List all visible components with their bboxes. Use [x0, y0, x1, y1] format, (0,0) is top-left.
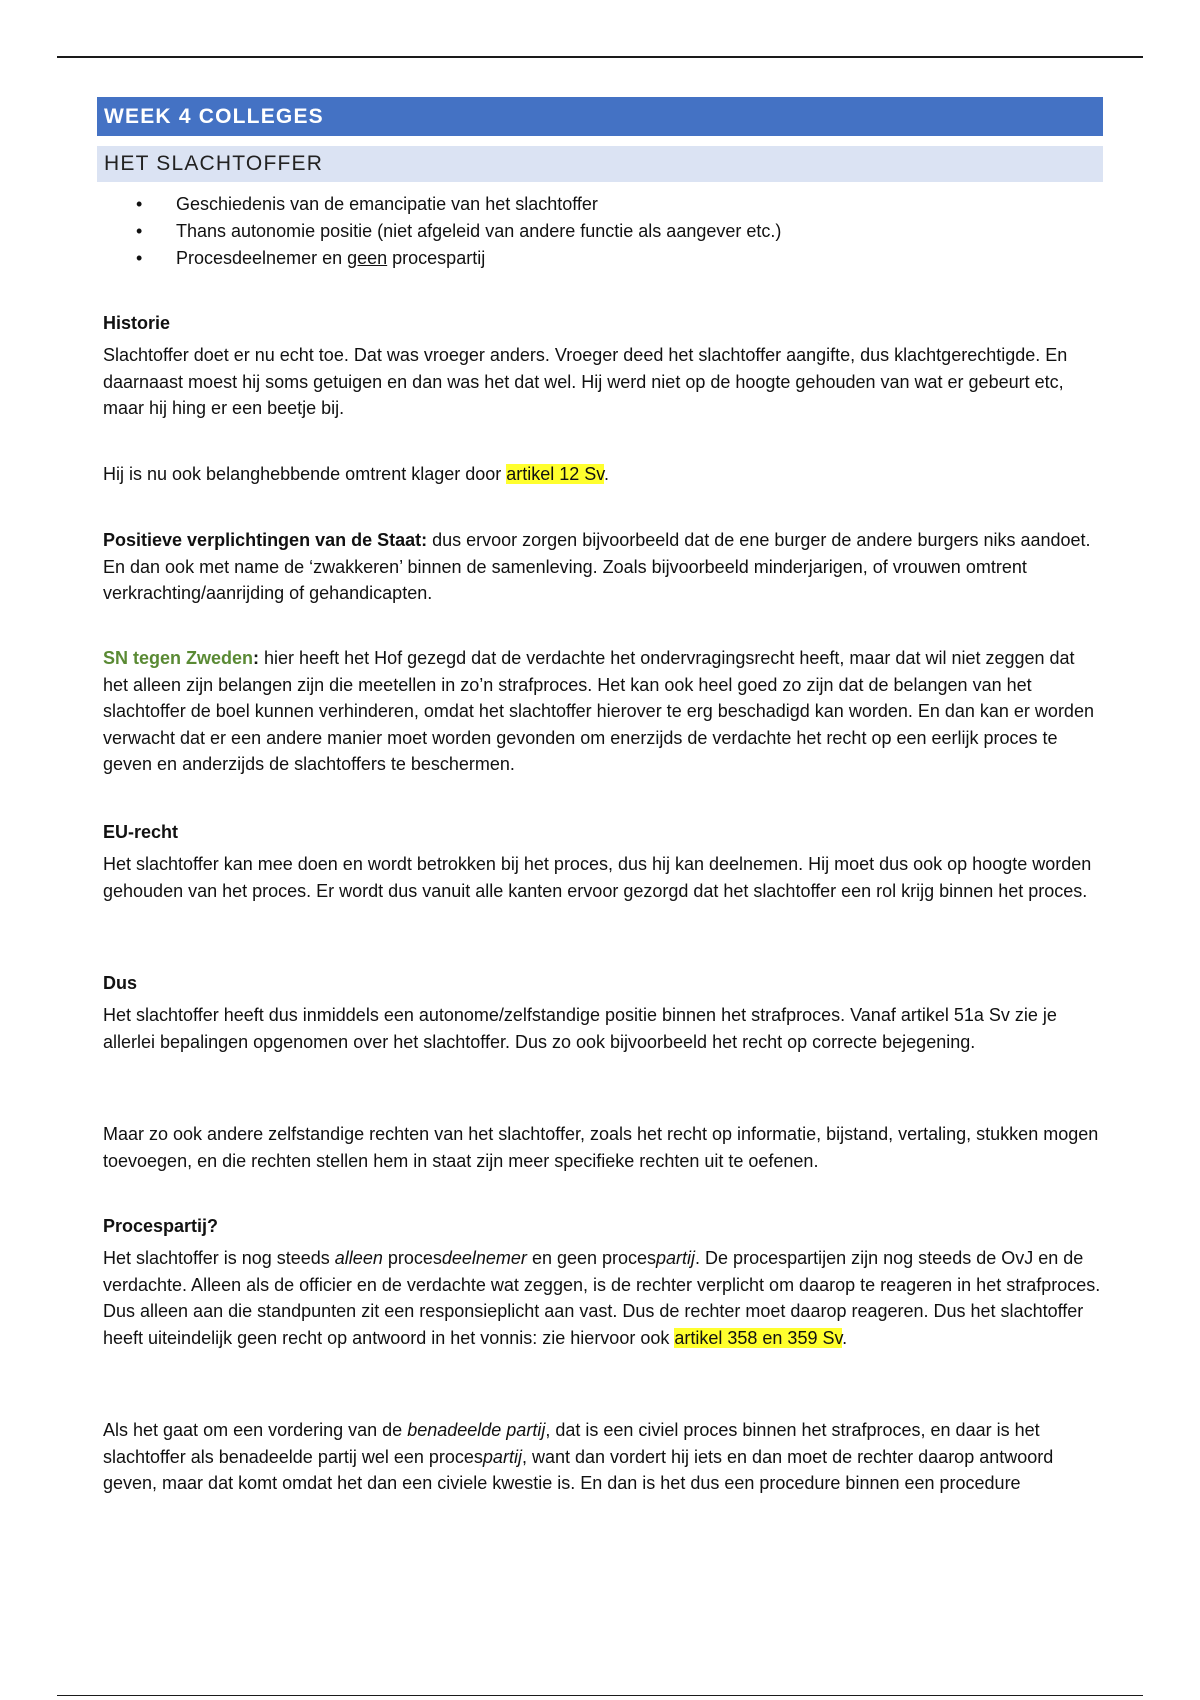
italic-run: partij	[482, 1446, 522, 1467]
klager-end: .	[603, 464, 609, 484]
week-banner	[97, 97, 1103, 136]
procespartij-paragraph-2	[103, 1417, 1103, 1497]
italic-run: deelnemer	[441, 1248, 527, 1268]
bullet-text: Geschiedenis van de emancipatie van het slachtoffer	[176, 194, 598, 214]
case-colon: :	[253, 648, 260, 668]
text-run: . De procespartijen zijn nog steeds de OvJ en de verdachte. Alleen als de officier en de verdachte wat zeggen, is de rechter verplicht om daarop te reageren in het strafproces. Dus alleen aan die standpunten zit een responsieplicht aan vast. Dus de rechter moet daarop reageren. Dus het slachtoffer heeft uiteindelijk geen recht op antwoord in het vonnis: zie hiervoor ook	[103, 1248, 1101, 1348]
sn-zweden-paragraph	[103, 645, 1103, 778]
procespartij-paragraph-1	[103, 1245, 1103, 1351]
text-run: , dat is een civiel proces binnen het strafproces, en daar is het slachtoffer als benadeelde partij wel een proces	[103, 1420, 1040, 1467]
text-run: , want dan vordert hij iets en dan moet de rechter daarop antwoord geven, maar dat komt omdat het dan een civiele kwestie is. En dan is het dus een procedure binnen een procedure	[103, 1446, 1054, 1493]
bullet-underlined-word: geen	[347, 248, 388, 268]
bullet-list	[136, 191, 781, 272]
italic-run: alleen	[334, 1248, 383, 1268]
week-banner-text: WEEK 4 COLLEGES	[104, 104, 324, 128]
bullet-text: Procesdeelnemer en	[176, 248, 348, 268]
sn-zweden-text: hier heeft het Hof gezegd dat de verdachte het ondervragingsrecht heeft, maar dat wil niet zeggen dat het alleen zijn belangen zijn die meetellen in zo’n strafproces. Het kan ook heel goed zo zijn dat de belangen van het slachtoffer de boel kunnen verhinderen, omdat het slachtoffer hierover te erg beschadigd kan worden. En dan kan er worden verwacht dat er een andere manier moet worden gevonden om enerzijds de verdachte het recht op een eerlijk proces te geven en anderzijds de slachtoffers te beschermen.	[103, 648, 1094, 774]
article-12-highlight: artikel 12 Sv	[506, 464, 604, 484]
italic-run: benadeelde partij	[407, 1420, 546, 1440]
bullet-item	[136, 191, 781, 218]
section-banner-text: HET SLACHTOFFER	[104, 152, 324, 175]
positieve-paragraph	[103, 527, 1103, 607]
klager-paragraph	[103, 461, 1103, 488]
bullet-text: procespartij	[387, 248, 486, 268]
historie-heading: Historie	[103, 313, 171, 333]
dus-paragraph-1: Het slachtoffer heeft dus inmiddels een autonome/zelfstandige positie binnen het strafproces. Vanaf artikel 51a Sv zie je allerlei bepalingen opgenomen over het slachtoffer. Dus zo ook bijvoorbeeld het recht op correcte bejegening.	[103, 1005, 1057, 1052]
text-run: Als het gaat om een vordering van de	[103, 1420, 408, 1440]
eu-recht-heading: EU-recht	[103, 822, 179, 842]
positieve-label: Positieve verplichtingen van de Staat:	[103, 530, 428, 550]
dus-heading: Dus	[103, 973, 138, 993]
bottom-rule	[57, 1695, 1143, 1696]
top-rule	[57, 56, 1143, 58]
positieve-text: dus ervoor zorgen bijvoorbeeld dat de ene burger de andere burgers niks aandoet. En dan ook met name de ‘zwakkeren’ binnen de samenleving. Zoals bijvoorbeeld minderjarigen, of vrouwen omtrent verkrachting/aanrijding of gehandicapten.	[103, 530, 1091, 603]
eu-recht-paragraph: Het slachtoffer kan mee doen en wordt betrokken bij het proces, dus hij kan deelnemen. Hij moet dus ook op hoogte worden gehouden van het proces. Er wordt dus vanuit alle kanten ervoor gezorgd dat het slachtoffer een rol krijg binnen het proces.	[103, 854, 1092, 901]
article-358-359-highlight: artikel 358 en 359 Sv	[674, 1327, 843, 1348]
bullet-item	[136, 245, 781, 272]
case-name: SN tegen Zweden	[103, 648, 254, 668]
text-run: Het slachtoffer is nog steeds	[103, 1248, 335, 1268]
section-banner	[97, 146, 1103, 182]
bullet-text: Thans autonomie positie (niet afgeleid van andere functie als aangever etc.)	[176, 221, 782, 241]
bullet-item	[136, 218, 781, 245]
italic-run: partij	[656, 1248, 696, 1268]
klager-text: Hij is nu ook belanghebbende omtrent klager door	[103, 464, 507, 484]
historie-paragraph: Slachtoffer doet er nu echt toe. Dat was vroeger anders. Vroeger deed het slachtoffer aangifte, dus klachtgerechtigde. En daarnaast moest hij soms getuigen en dan was het dat wel. Hij werd niet op de hoogte gehouden van wat er gebeurt etc, maar hij hing er een beetje bij.	[103, 345, 1068, 418]
dus-paragraph-2: Maar zo ook andere zelfstandige rechten van het slachtoffer, zoals het recht op informatie, bijstand, vertaling, stukken mogen toevoegen, en die rechten stellen hem in staat zijn meer specifieke rechten uit te oefenen.	[103, 1124, 1099, 1171]
text-run: proces	[382, 1248, 442, 1268]
procespartij-heading: Procespartij?	[103, 1216, 219, 1236]
text-run: en geen proces	[526, 1248, 657, 1268]
text-run: .	[842, 1327, 848, 1348]
